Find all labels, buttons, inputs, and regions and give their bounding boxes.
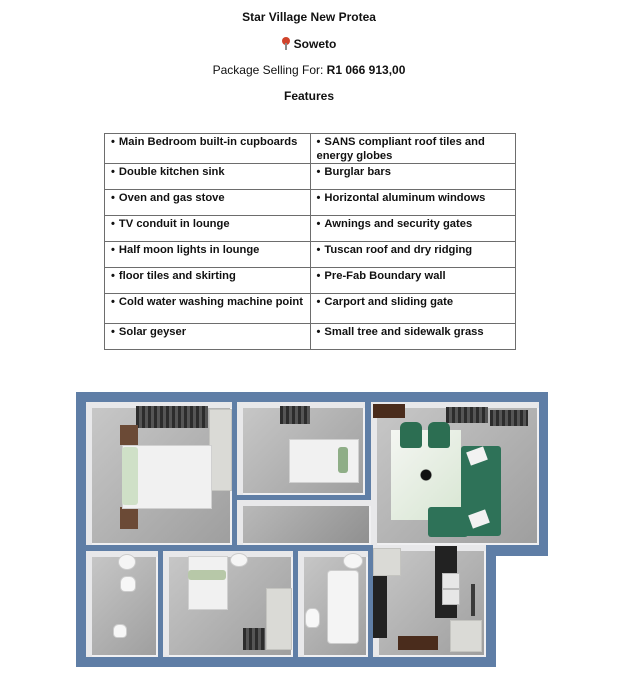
nightstand <box>120 507 138 529</box>
feature-text: • Oven and gas stove <box>111 192 225 204</box>
feature-text: • Awnings and security gates <box>317 218 473 230</box>
feature-text: • Burglar bars <box>317 166 391 178</box>
table-row <box>105 216 516 242</box>
feature-text: • Double kitchen sink <box>111 166 225 178</box>
feature-cell <box>105 268 311 294</box>
bathtub <box>327 570 359 644</box>
table-row <box>105 164 516 190</box>
feature-text: • Carport and sliding gate <box>317 296 454 308</box>
feature-cell <box>310 190 516 216</box>
feature-cell <box>105 324 311 350</box>
table-row <box>105 268 516 294</box>
burglar-bar-icon <box>243 628 265 650</box>
basin <box>230 553 248 567</box>
toilet <box>305 608 320 628</box>
burglar-bar-icon <box>136 406 208 428</box>
feature-cell <box>310 216 516 242</box>
feature-text: • Horizontal aluminum windows <box>317 192 486 204</box>
bed <box>289 439 359 483</box>
feature-cell <box>310 268 516 294</box>
location-name: Soweto <box>293 37 337 51</box>
feature-cell <box>105 134 311 164</box>
kitchen-unit <box>450 620 482 652</box>
basin <box>118 554 136 570</box>
feature-text: • Cold water washing machine point <box>111 296 303 308</box>
table-row <box>105 134 516 164</box>
feature-cell <box>310 324 516 350</box>
feature-cell <box>105 164 311 190</box>
location <box>0 37 618 51</box>
listing-title: Star Village New Protea <box>242 10 376 24</box>
bed-pillows <box>122 447 138 505</box>
feature-cell <box>310 242 516 268</box>
feature-cell <box>310 134 516 164</box>
feature-cell <box>310 294 516 324</box>
nightstand <box>120 425 138 445</box>
price-label: Package Selling For: <box>212 63 327 77</box>
table-row <box>105 190 516 216</box>
burglar-bar-icon <box>280 406 310 424</box>
feature-cell <box>310 164 516 190</box>
burglar-bar-icon <box>490 410 528 426</box>
single-bed <box>188 556 228 610</box>
feature-text: • SANS compliant roof tiles and energy globes <box>317 136 485 162</box>
feature-text: • Small tree and sidewalk grass <box>317 326 484 338</box>
feature-text: • Tuscan roof and dry ridging <box>317 244 473 256</box>
stove-counter <box>373 576 387 638</box>
built-in-cupboard <box>209 409 232 491</box>
feature-cell <box>105 216 311 242</box>
feature-text: • Half moon lights in lounge <box>111 244 259 256</box>
door-mat <box>373 404 405 418</box>
table-row <box>105 324 516 350</box>
shower-fixture <box>113 624 127 638</box>
table-row <box>105 242 516 268</box>
armchair <box>428 422 450 448</box>
basin <box>343 553 363 569</box>
armchair <box>400 422 422 448</box>
table-row <box>105 294 516 324</box>
map-pin-icon <box>282 37 290 50</box>
feature-text: • Solar geyser <box>111 326 186 338</box>
toilet <box>120 576 136 592</box>
fridge <box>373 548 401 576</box>
features-table <box>104 133 516 350</box>
feature-text: • Main Bedroom built-in cupboards <box>111 136 297 148</box>
bed-throw <box>188 570 226 580</box>
feature-cell <box>105 242 311 268</box>
sofa-chaise <box>428 507 468 537</box>
kitchen-mat <box>398 636 438 650</box>
double-sink <box>442 573 460 589</box>
price-line <box>0 63 618 77</box>
burglar-bar-icon <box>446 407 488 423</box>
feature-text: • floor tiles and skirting <box>111 270 236 282</box>
window <box>471 584 475 616</box>
feature-cell <box>105 190 311 216</box>
features-heading: Features <box>283 89 335 103</box>
price-value: R1 066 913,00 <box>326 63 406 77</box>
feature-text: • Pre-Fab Boundary wall <box>317 270 446 282</box>
bed-pillows <box>338 447 348 473</box>
feature-cell <box>105 294 311 324</box>
double-sink <box>442 589 460 605</box>
feature-text: • TV conduit in lounge <box>111 218 230 230</box>
passage <box>237 500 371 545</box>
cupboard <box>266 588 292 650</box>
